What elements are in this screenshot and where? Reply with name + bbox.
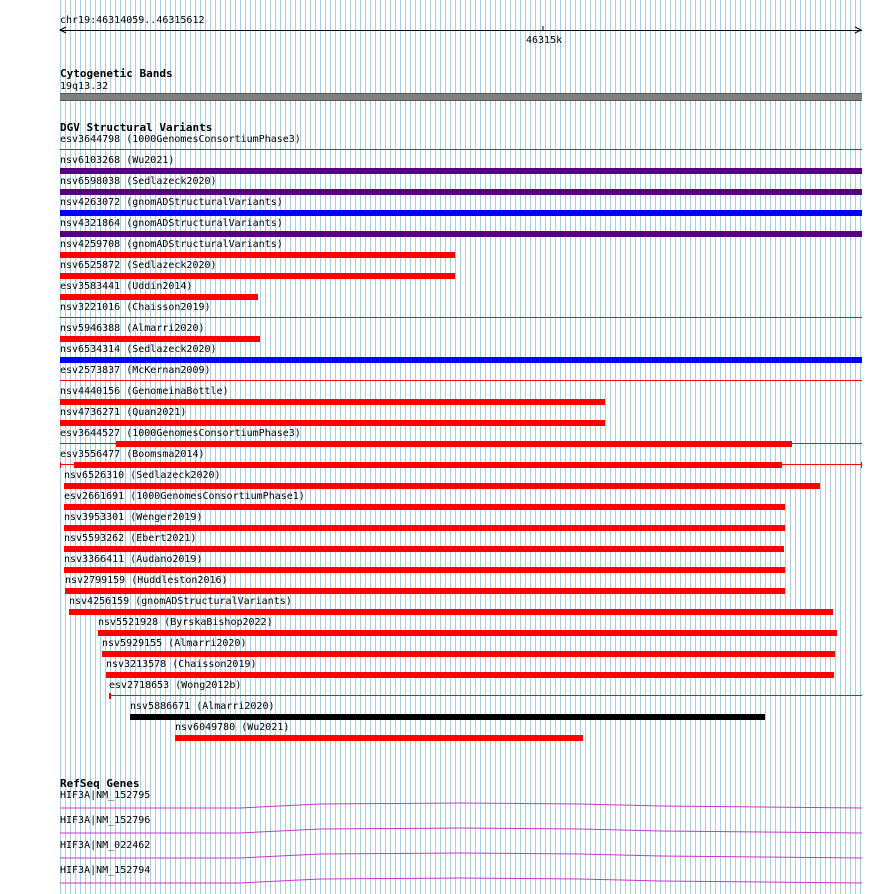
locus-label: chr19:46314059..46315612 xyxy=(60,15,205,26)
variant-label[interactable]: nsv6534314 (Sedlazeck2020) xyxy=(60,344,217,355)
variant-label[interactable]: nsv4259708 (gnomADStructuralVariants) xyxy=(60,239,283,250)
variant-label[interactable]: nsv4440156 (GenomeinaBottle) xyxy=(60,386,229,397)
cytoband-label: 19q13.32 xyxy=(60,81,109,92)
variant-label[interactable]: nsv3953301 (Wenger2019) xyxy=(64,512,203,523)
variant-label[interactable]: nsv6049780 (Wu2021) xyxy=(175,722,290,733)
variant-label[interactable]: nsv4321864 (gnomADStructuralVariants) xyxy=(60,218,283,229)
variant-bar[interactable] xyxy=(60,210,862,216)
variant-bar[interactable] xyxy=(69,609,833,615)
variant-bar[interactable] xyxy=(109,695,862,696)
gene-intron-line xyxy=(60,878,862,883)
variant-bar[interactable] xyxy=(64,546,784,552)
left-arrow-icon xyxy=(60,27,66,33)
variant-bar[interactable] xyxy=(60,273,455,279)
variant-label[interactable]: nsv6598038 (Sedlazeck2020) xyxy=(60,176,217,187)
variant-bar[interactable] xyxy=(65,588,785,594)
variant-label[interactable]: nsv5593262 (Ebert2021) xyxy=(64,533,197,544)
variant-bar[interactable] xyxy=(130,714,765,720)
variant-end-cap xyxy=(861,462,862,468)
variant-bar[interactable] xyxy=(64,567,785,573)
variant-label[interactable]: nsv5886671 (Almarri2020) xyxy=(130,701,275,712)
variant-end-cap xyxy=(60,462,61,468)
variant-core-bar[interactable] xyxy=(116,441,792,447)
variant-label[interactable]: esv3583441 (Uddin2014) xyxy=(60,281,193,292)
variant-bar[interactable] xyxy=(106,672,834,678)
variant-bar[interactable] xyxy=(60,380,862,381)
cytoband-track-title[interactable]: Cytogenetic Bands xyxy=(60,67,173,80)
variant-label[interactable]: esv3644798 (1000GenomesConsortiumPhase3) xyxy=(60,134,301,145)
gene-model[interactable] xyxy=(60,802,862,810)
variant-bar[interactable] xyxy=(60,420,605,426)
variant-label[interactable]: nsv5946388 (Almarri2020) xyxy=(60,323,205,334)
variant-core-bar[interactable] xyxy=(74,462,782,468)
axis-arrows xyxy=(0,25,890,37)
variant-bar[interactable] xyxy=(64,504,785,510)
variant-bar[interactable] xyxy=(60,231,862,237)
gene-intron-line xyxy=(60,828,862,833)
variant-label[interactable]: nsv6103268 (Wu2021) xyxy=(60,155,175,166)
variant-label[interactable]: nsv5521928 (ByrskaBishop2022) xyxy=(98,617,273,628)
gene-label[interactable]: HIF3A|NM_152795 xyxy=(60,790,151,801)
gene-label[interactable]: HIF3A|NM_022462 xyxy=(60,840,151,851)
gene-model[interactable] xyxy=(60,827,862,835)
variant-bar[interactable] xyxy=(60,336,260,342)
variant-bar[interactable] xyxy=(60,399,605,405)
variant-bar[interactable] xyxy=(60,357,862,363)
variant-label[interactable]: nsv2799159 (Huddleston2016) xyxy=(65,575,228,586)
variant-bar[interactable] xyxy=(60,168,862,174)
variant-label[interactable]: nsv3213578 (Chaisson2019) xyxy=(106,659,257,670)
gene-model[interactable] xyxy=(60,877,862,885)
variant-bar[interactable] xyxy=(60,252,455,258)
variant-label[interactable]: esv3556477 (Boomsma2014) xyxy=(60,449,205,460)
variant-label[interactable]: nsv6525872 (Sedlazeck2020) xyxy=(60,260,217,271)
variant-label[interactable]: esv2718653 (Wong2012b) xyxy=(109,680,242,691)
variant-bar[interactable] xyxy=(98,630,837,636)
axis-tick-label: 46315k xyxy=(526,35,563,46)
variant-label[interactable]: nsv4263072 (gnomADStructuralVariants) xyxy=(60,197,283,208)
gene-intron-line xyxy=(60,853,862,858)
variant-label[interactable]: nsv4736271 (Quan2021) xyxy=(60,407,187,418)
variant-label[interactable]: nsv6526310 (Sedlazeck2020) xyxy=(64,470,221,481)
refseq-track-title[interactable]: RefSeq Genes xyxy=(60,777,140,790)
variant-start-tick xyxy=(109,693,111,699)
gene-label[interactable]: HIF3A|NM_152794 xyxy=(60,865,151,876)
variant-bar[interactable] xyxy=(60,189,862,195)
variant-bar[interactable] xyxy=(60,317,862,318)
gene-label[interactable]: HIF3A|NM_152796 xyxy=(60,815,151,826)
cytoband-bar[interactable] xyxy=(60,93,862,101)
dgv-track-title[interactable]: DGV Structural Variants xyxy=(60,121,213,134)
variant-label[interactable]: esv2573837 (McKernan2009) xyxy=(60,365,211,376)
variant-label[interactable]: esv3644527 (1000GenomesConsortiumPhase3) xyxy=(60,428,301,439)
variant-label[interactable]: nsv3221016 (Chaisson2019) xyxy=(60,302,211,313)
variant-label[interactable]: nsv3366411 (Audano2019) xyxy=(64,554,203,565)
variant-label[interactable]: nsv4256159 (gnomADStructuralVariants) xyxy=(69,596,292,607)
gene-intron-line xyxy=(60,803,862,808)
variant-bar[interactable] xyxy=(102,651,835,657)
variant-label[interactable]: nsv5929155 (Almarri2020) xyxy=(102,638,247,649)
variant-bar[interactable] xyxy=(64,525,785,531)
right-arrow-icon xyxy=(855,27,861,33)
variant-bar[interactable] xyxy=(175,735,583,741)
variant-label[interactable]: esv2661691 (1000GenomesConsortiumPhase1) xyxy=(64,491,305,502)
gene-model[interactable] xyxy=(60,852,862,860)
variant-bar[interactable] xyxy=(64,483,820,489)
variant-bar[interactable] xyxy=(60,294,258,300)
variant-bar[interactable] xyxy=(60,149,862,150)
